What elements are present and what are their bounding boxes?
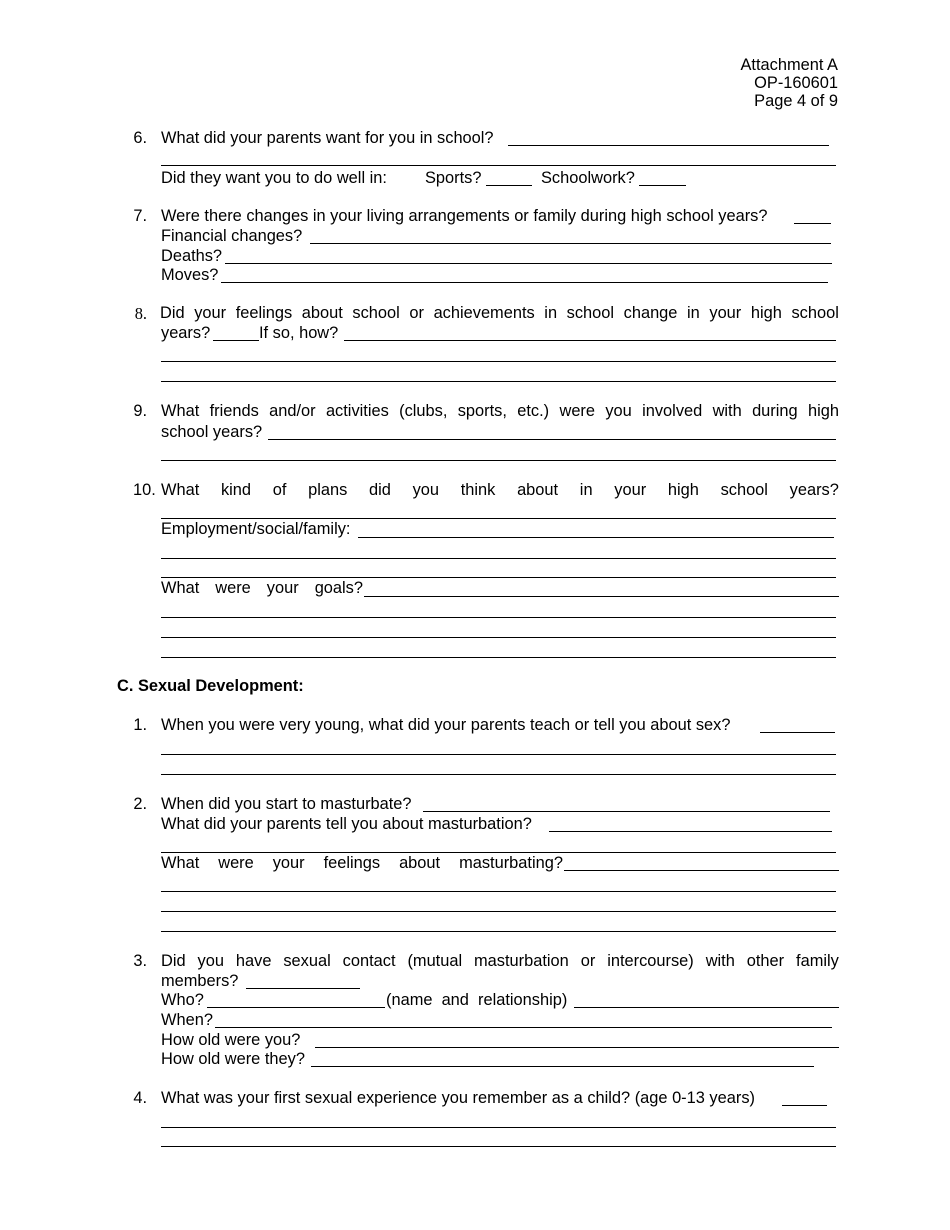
c4-question: What was your first sexual experience you remember as a child? (age 0-13 years) (161, 1089, 755, 1107)
q6-sub-question: Did they want you to do well in: (161, 169, 387, 187)
c2-answer-line[interactable] (161, 891, 836, 892)
q10-word: high (667, 481, 699, 499)
q10-word: plans (308, 481, 348, 499)
q10-question-line1 (161, 481, 839, 500)
q10-goals-word: What (161, 579, 200, 597)
page-header (741, 56, 839, 110)
document-code: OP-160601 (754, 74, 838, 92)
c4-answer-line[interactable] (161, 1127, 836, 1128)
q9-word: friends (209, 402, 259, 420)
attachment-label: Attachment A (740, 56, 838, 74)
c3-word: (mutual (407, 952, 463, 970)
c3-word: family (796, 952, 839, 970)
q9-word: activities (325, 402, 389, 420)
q10-answer-line[interactable] (161, 637, 836, 638)
c2-feelings-field[interactable] (564, 870, 839, 871)
c3-word: you (197, 952, 224, 970)
c2-feelings-question (161, 854, 563, 873)
c3-word: Did (161, 952, 186, 970)
q6-answer-line[interactable] (508, 145, 829, 146)
q8-if-so-label: If so, how? (259, 324, 339, 342)
c3-who-label: Who? (161, 991, 204, 1009)
c1-answer-line[interactable] (161, 754, 836, 755)
q10-number: 10. (133, 481, 156, 499)
c2-start-field[interactable] (423, 811, 830, 812)
q8-word: high (750, 304, 782, 322)
c3-members-field[interactable] (246, 988, 360, 989)
q9-answer-field[interactable] (268, 439, 836, 440)
q10-word: did (369, 481, 391, 499)
q9-word: and/or (269, 402, 316, 420)
q10-answer-line[interactable] (161, 657, 836, 658)
q8-word: change (623, 304, 678, 322)
c3-question-line1 (161, 952, 839, 971)
c3-word: intercourse) (607, 952, 694, 970)
q7-deaths-field[interactable] (225, 263, 832, 264)
q8-word: school (791, 304, 839, 322)
q8-question-line1 (160, 304, 839, 323)
c2-feelings-word: were (218, 854, 254, 872)
q8-word: or (409, 304, 424, 322)
q10-answer-line[interactable] (161, 558, 836, 559)
c3-word: other (746, 952, 785, 970)
page-number: Page 4 of 9 (754, 92, 838, 110)
q6-question: What did your parents want for you in school? (161, 129, 494, 147)
q7-question: Were there changes in your living arrangements or family during high school years? (161, 207, 768, 225)
q10-goals-field[interactable] (364, 596, 839, 597)
q8-years-label: years? (161, 324, 211, 342)
c3-who-field[interactable] (207, 1007, 385, 1008)
q10-answer-line[interactable] (161, 617, 836, 618)
c2-parents-question: What did your parents tell you about masturbation? (161, 815, 532, 833)
q6-number: 6. (133, 129, 147, 147)
q7-financial-field[interactable] (310, 243, 831, 244)
c2-answer-line[interactable] (161, 911, 836, 912)
q9-word: with (712, 402, 742, 420)
c2-feelings-word: your (272, 854, 305, 872)
q6-sports-field[interactable] (486, 185, 532, 186)
c2-answer-line[interactable] (161, 852, 836, 853)
c3-members-label: members? (161, 972, 239, 990)
q10-word: of (272, 481, 287, 499)
c3-number: 3. (133, 952, 147, 970)
c3-how-old-you-field[interactable] (315, 1047, 839, 1048)
q9-number: 9. (133, 402, 147, 420)
c1-answer-field[interactable] (760, 732, 835, 733)
c3-word: have (235, 952, 272, 970)
c3-how-old-you-label: How old were you? (161, 1031, 301, 1049)
q8-word: your (709, 304, 742, 322)
c1-question: When you were very young, what did your parents teach or tell you about sex? (161, 716, 731, 734)
section-c-heading: C. Sexual Development: (117, 677, 304, 695)
q8-answer-line[interactable] (161, 381, 836, 382)
c1-answer-line[interactable] (161, 774, 836, 775)
c2-feelings-word: feelings (323, 854, 381, 872)
q9-answer-line[interactable] (161, 460, 836, 461)
c2-feelings-word: about (399, 854, 441, 872)
q10-answer-line[interactable] (161, 577, 836, 578)
q9-word: etc.) (517, 402, 550, 420)
c2-feelings-word: masturbating? (459, 854, 563, 872)
c2-question: When did you start to masturbate? (161, 795, 412, 813)
q7-deaths-label: Deaths? (161, 247, 223, 265)
c3-word: or (580, 952, 596, 970)
q9-word: during (752, 402, 798, 420)
q8-years-field[interactable] (213, 340, 259, 341)
q8-word: in (544, 304, 558, 322)
c3-word: masturbation (474, 952, 569, 970)
q6-schoolwork-field[interactable] (639, 185, 686, 186)
q9-question-line1 (161, 402, 839, 421)
q10-answer-line[interactable] (161, 518, 836, 519)
q10-word: about (517, 481, 559, 499)
q10-word: in (579, 481, 593, 499)
q10-employment-label: Employment/social/family: (161, 520, 351, 538)
c2-answer-line[interactable] (161, 931, 836, 932)
q6-answer-line-2[interactable] (161, 165, 836, 166)
q8-word: Did (160, 304, 185, 322)
c3-name-relationship-label: (name and relationship) (386, 991, 568, 1009)
q9-word: were (559, 402, 596, 420)
q8-how-field[interactable] (344, 340, 836, 341)
c4-number: 4. (133, 1089, 147, 1107)
q9-word: involved (642, 402, 703, 420)
c3-word: sexual (283, 952, 331, 970)
q8-word: feelings (235, 304, 293, 322)
q10-employment-field[interactable] (358, 537, 834, 538)
q10-word: your (614, 481, 647, 499)
q10-word: years? (789, 481, 839, 499)
q10-goals-word: your (266, 579, 299, 597)
q7-answer-field[interactable] (794, 223, 831, 224)
q8-word: in (687, 304, 700, 322)
q10-goals-label (161, 579, 363, 598)
q8-word: your (194, 304, 227, 322)
q8-word: achievements (433, 304, 535, 322)
c3-when-label: When? (161, 1011, 213, 1029)
q10-word: think (460, 481, 496, 499)
c3-word: with (705, 952, 735, 970)
q7-moves-label: Moves? (161, 266, 219, 284)
c2-number: 2. (133, 795, 147, 813)
q10-word: kind (220, 481, 252, 499)
q10-goals-word: were (215, 579, 251, 597)
c1-number: 1. (133, 716, 147, 734)
c4-answer-line[interactable] (161, 1146, 836, 1147)
c2-feelings-word: What (161, 854, 200, 872)
q8-answer-line[interactable] (161, 361, 836, 362)
q7-number: 7. (133, 207, 147, 225)
q9-word: (clubs, (399, 402, 448, 420)
c3-how-old-they-field[interactable] (311, 1066, 814, 1067)
q9-word: high (807, 402, 839, 420)
q8-word: school (566, 304, 615, 322)
c4-answer-field[interactable] (782, 1105, 827, 1106)
q7-financial-label: Financial changes? (161, 227, 303, 245)
q9-question-line2: school years? (161, 423, 263, 441)
q9-word: you (605, 402, 632, 420)
q10-word: What (161, 481, 200, 499)
q10-goals-word: goals? (314, 579, 363, 597)
q8-number: 8. (134, 304, 147, 323)
q6-sports-label: Sports? (425, 169, 482, 187)
q8-word: school (352, 304, 400, 322)
c2-parents-field[interactable] (549, 831, 832, 832)
q8-word: about (301, 304, 343, 322)
q9-word: sports, (457, 402, 507, 420)
q7-moves-field[interactable] (221, 282, 828, 283)
q10-word: school (720, 481, 768, 499)
q10-word: you (412, 481, 440, 499)
q6-schoolwork-label: Schoolwork? (541, 169, 635, 187)
c3-word: contact (342, 952, 396, 970)
c3-when-field[interactable] (215, 1027, 832, 1028)
c3-how-old-they-label: How old were they? (161, 1050, 305, 1068)
c3-relationship-field[interactable] (574, 1007, 839, 1008)
q9-word: What (161, 402, 200, 420)
